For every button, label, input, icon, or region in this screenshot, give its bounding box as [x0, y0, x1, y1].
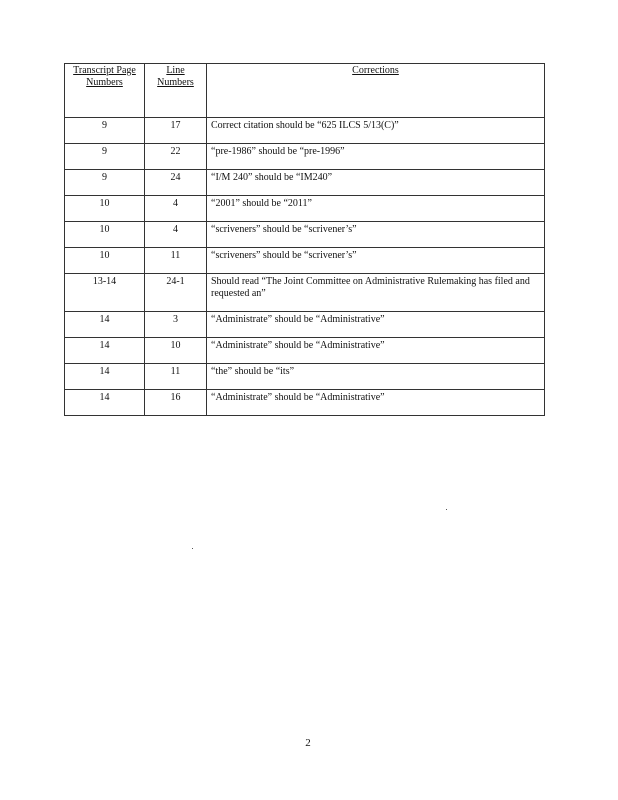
- page-cell: 14: [65, 364, 145, 390]
- table-row: [65, 364, 545, 390]
- page-cell: 14: [65, 312, 145, 338]
- table-row: [65, 274, 545, 312]
- correction-cell: Correct citation should be “625 ILCS 5/13(C)”: [207, 118, 545, 144]
- line-cell: 11: [145, 248, 207, 274]
- table-row: [65, 222, 545, 248]
- page-cell: 10: [65, 248, 145, 274]
- page-cell: 10: [65, 196, 145, 222]
- header-transcript-page-numbers: Transcript Page Numbers: [65, 64, 145, 118]
- correction-cell: “the” should be “its”: [207, 364, 545, 390]
- correction-cell: “scriveners” should be “scrivener’s”: [207, 248, 545, 274]
- table-row: [65, 338, 545, 364]
- scan-speck: [446, 509, 447, 510]
- table-row: [65, 312, 545, 338]
- line-cell: 24-1: [145, 274, 207, 312]
- table-row: [65, 118, 545, 144]
- page-cell: 14: [65, 338, 145, 364]
- correction-cell: Should read “The Joint Committee on Administrative Rulemaking has filed and requested an”: [207, 274, 545, 312]
- scan-speck: [192, 548, 193, 549]
- table-row: [65, 144, 545, 170]
- header-line-numbers: Line Numbers: [145, 64, 207, 118]
- page-cell: 9: [65, 118, 145, 144]
- table-row: [65, 170, 545, 196]
- page-cell: 13-14: [65, 274, 145, 312]
- page-cell: 14: [65, 390, 145, 416]
- page-cell: 10: [65, 222, 145, 248]
- correction-cell: “Administrate” should be “Administrative”: [207, 338, 545, 364]
- line-cell: 24: [145, 170, 207, 196]
- page-cell: 9: [65, 144, 145, 170]
- line-cell: 11: [145, 364, 207, 390]
- corrections-table: [64, 63, 545, 416]
- table-header-row: [65, 64, 545, 118]
- header-corrections: Corrections: [207, 64, 545, 118]
- correction-cell: “pre-1986” should be “pre-1996”: [207, 144, 545, 170]
- correction-cell: “Administrate” should be “Administrative”: [207, 390, 545, 416]
- line-cell: 22: [145, 144, 207, 170]
- line-cell: 17: [145, 118, 207, 144]
- page-cell: 9: [65, 170, 145, 196]
- table-row: [65, 390, 545, 416]
- line-cell: 3: [145, 312, 207, 338]
- table-row: [65, 248, 545, 274]
- correction-cell: “Administrate” should be “Administrative”: [207, 312, 545, 338]
- line-cell: 10: [145, 338, 207, 364]
- line-cell: 4: [145, 222, 207, 248]
- page-number: 2: [305, 737, 311, 749]
- correction-cell: “I/M 240” should be “IM240”: [207, 170, 545, 196]
- table-row: [65, 196, 545, 222]
- line-cell: 4: [145, 196, 207, 222]
- correction-cell: “scriveners” should be “scrivener’s”: [207, 222, 545, 248]
- correction-cell: “2001” should be “2011”: [207, 196, 545, 222]
- line-cell: 16: [145, 390, 207, 416]
